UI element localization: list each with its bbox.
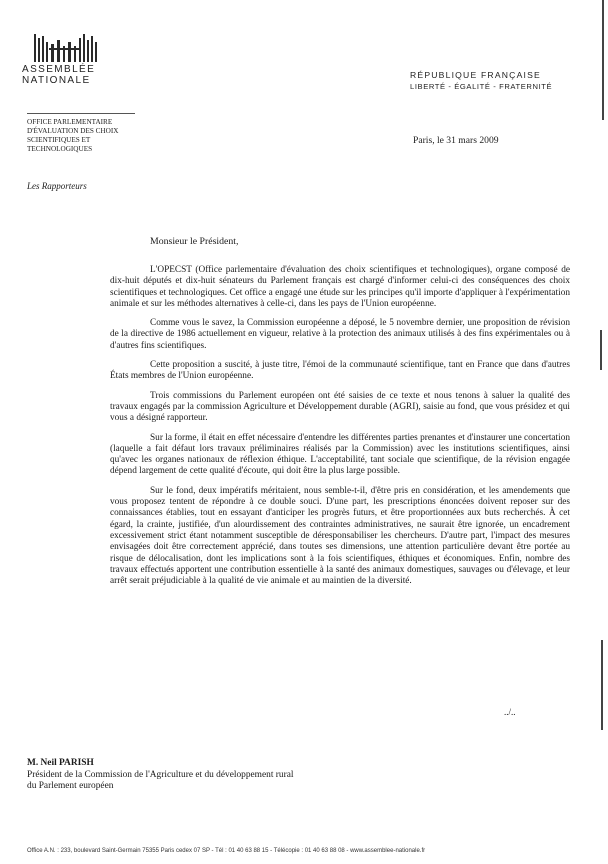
recipient-block <box>27 758 293 793</box>
office-line: TECHNOLOGIQUES <box>27 145 93 153</box>
continued-mark: ../.. <box>504 707 516 717</box>
republic-motto: LIBERTÉ - ÉGALITÉ - FRATERNITÉ <box>410 82 553 91</box>
letter-date: Paris, le 31 mars 2009 <box>413 135 499 146</box>
scan-edge-mark <box>600 330 602 370</box>
office-line: D'ÉVALUATION DES CHOIX <box>27 127 119 135</box>
body-paragraph: Cette proposition a suscité, à juste titre, l'émoi de la communauté scientifique, tant en France que dans d'autres États membres de l'Union européenne. <box>110 360 570 382</box>
recipient-name: M. Neil PARISH <box>27 758 94 768</box>
body-paragraph: L'OPECST (Office parlementaire d'évaluation des choix scientifiques et technologiques), organe composé de dix-huit députés et dix-huit sénateurs du Parlement français est chargé d'informer celui-ci des conséquences des choix scientifiques et technologiques. Cet office a engagé une étude sur les principes qu'il importe d'appliquer à l'expérimentation animale et sur les méthodes alternatives à celle-ci, dans les pays de l'Union européenne. <box>110 265 570 309</box>
office-name <box>27 118 157 154</box>
recipient-title: Président de la Commission de l'Agriculture et du développement rural <box>27 769 294 780</box>
scan-edge-mark <box>601 640 603 730</box>
office-line: OFFICE PARLEMENTAIRE <box>27 118 113 126</box>
scan-edge-mark <box>602 0 604 120</box>
salutation: Monsieur le Président, <box>150 236 239 247</box>
body-paragraph: Sur le fond, deux impératifs méritaient, nous semble-t-il, d'être pris en considération, et les amendements que vous proposez tentent de répondre à ce double souci. D'une part, les prescriptions énoncées doivent reposer sur des connaissances établies, tout en essayant d'anticiper les progrès futurs, et être proportionnées aux buts recherchés. À cet égard, la crainte, justifiée, d'un alourdissement des contraintes administratives, ne saurait être ignorée, un encadrement excessivement strict étant notamment susceptible de déresponsabiliser les chercheurs. D'autre part, l'impact des mesures envisagées doit être correctement apprécié, dans toutes ses dimensions, une attention particulière devant être portée au risque de délocalisation, dont les implications sont à la fois scientifiques, éthiques et économiques. Enfin, nombre des travaux effectués apportent une contribution essentielle à la santé des animaux domestiques, sauvages ou d'élevage, et leur arrêt serait préjudiciable à la qualité de vie animale et au maintien de la diversité. <box>110 485 570 587</box>
institution-name <box>22 64 112 86</box>
office-line: SCIENTIFIQUES ET <box>27 136 91 144</box>
recipient-institution: du Parlement européen <box>27 781 114 791</box>
assemblee-logo <box>22 28 112 86</box>
body-paragraph: Comme vous le savez, la Commission européenne a déposé, le 5 novembre dernier, une proposition de révision de la directive de 1986 actuellement en vigueur, relative à la protection des animaux utilisés à des fins expérimentales ou à d'autres fins scientifiques. <box>110 318 570 351</box>
office-divider <box>27 113 135 114</box>
republic-header <box>410 70 560 92</box>
hemicycle-emblem-icon <box>32 28 100 64</box>
institution-line-1: ASSEMBLÉE <box>22 64 96 75</box>
footer-address: Office A.N. : 233, boulevard Saint-Germain 75355 Paris cedex 07 SP - Tél : 01 40 63 88 15 - Télécopie : 01 40 63 88 08 - www.assemblee-nationale.fr <box>27 848 426 854</box>
letter-body <box>110 265 570 595</box>
republic-name: RÉPUBLIQUE FRANÇAISE <box>410 70 541 80</box>
body-paragraph: Sur la forme, il était en effet nécessaire d'entendre les différentes parties prenantes et d'instaurer une concertation (laquelle a fait défaut lors travaux préliminaires réalisés par la Commission) avec les institutions scientifiques, ainsi qu'avec les organes nationaux de réflexion éthique. L'acceptabilité, tant sociale que scientifique, de la révision engagée dépend largement de cette qualité d'écoute, qui doit être la plus large possible. <box>110 432 570 477</box>
signatories-label: Les Rapporteurs <box>27 181 87 191</box>
body-paragraph: Trois commissions du Parlement européen ont été saisies de ce texte et nous tenons à saluer la qualité des travaux engagés par la commission Agriculture et Développement durable (AGRI), saisie au fond, que vous présidez et qui vous a désigné rapporteur. <box>110 390 570 424</box>
institution-line-2: NATIONALE <box>22 75 91 86</box>
